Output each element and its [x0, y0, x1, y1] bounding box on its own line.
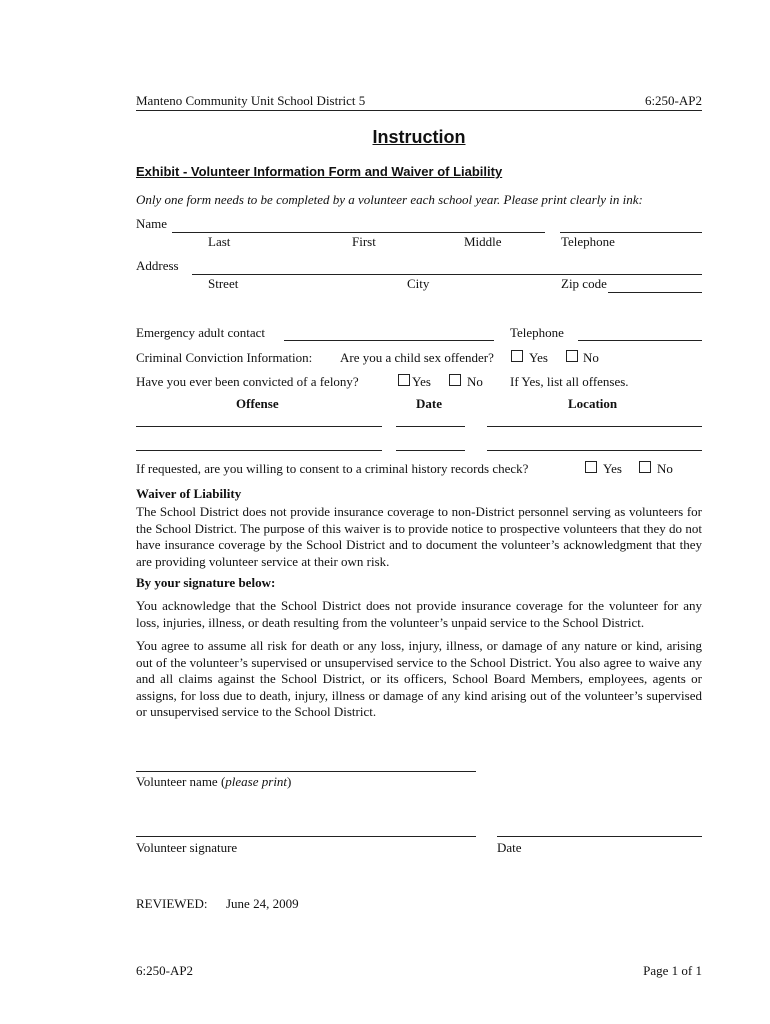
first-sublabel: First: [352, 234, 376, 249]
reviewed-label: REVIEWED:: [136, 896, 208, 911]
acknowledge-paragraph: You acknowledge that the School District does not provide insurance coverage for the volunteer for any loss, injuries, illness, or death resulting from the volunteer’s unpaid service to the School District.: [136, 598, 702, 630]
consent-no-checkbox[interactable]: [639, 461, 651, 473]
reviewed-date: June 24, 2009: [226, 896, 299, 911]
district-name: Manteno Community Unit School District 5: [136, 93, 366, 108]
date-column-header: Date: [416, 396, 442, 411]
city-sublabel: City: [407, 276, 430, 291]
volunteer-signature-label: Volunteer signature: [136, 840, 238, 855]
felony-no-checkbox[interactable]: [449, 374, 461, 386]
sex-offender-question: Are you a child sex offender?: [340, 350, 494, 365]
volunteer-name-label: [136, 774, 291, 790]
offenses-note: If Yes, list all offenses.: [510, 374, 629, 389]
middle-sublabel: Middle: [464, 234, 502, 249]
location-column-header: Location: [568, 396, 618, 411]
zip-field[interactable]: [608, 292, 702, 293]
telephone-field[interactable]: [560, 232, 702, 233]
emergency-contact-field[interactable]: [284, 340, 494, 341]
waiver-heading: Waiver of Liability: [136, 486, 242, 501]
location-field-2[interactable]: [487, 450, 702, 451]
felony-question: Have you ever been convicted of a felony?: [136, 374, 359, 389]
signature-date-label: Date: [497, 840, 522, 855]
name-field[interactable]: [172, 232, 545, 233]
offense-column-header: Offense: [236, 396, 279, 411]
date-field-2[interactable]: [396, 450, 465, 451]
volunteer-signature-field[interactable]: [136, 836, 476, 837]
sex-offender-yes-checkbox[interactable]: [511, 350, 523, 362]
date-field-1[interactable]: [396, 426, 465, 427]
location-field-1[interactable]: [487, 426, 702, 427]
volunteer-name-field[interactable]: [136, 771, 476, 772]
address-field[interactable]: [192, 274, 702, 275]
last-sublabel: Last: [208, 234, 231, 249]
name-label: Name: [136, 216, 168, 231]
form-subtitle: Exhibit - Volunteer Information Form and Waiver of Liability: [136, 164, 503, 179]
sex-offender-no-checkbox[interactable]: [566, 350, 578, 362]
intro-text: Only one form needs to be completed by a volunteer each school year. Please print clearly in ink:: [136, 192, 643, 207]
felony-yes-checkbox[interactable]: [398, 374, 410, 386]
consent-no-label: No: [657, 461, 673, 476]
consent-yes-checkbox[interactable]: [585, 461, 597, 473]
offense-field-1[interactable]: [136, 426, 382, 427]
zip-sublabel: Zip code: [561, 276, 607, 291]
signature-heading: By your signature below:: [136, 575, 276, 590]
please-print-text: please print: [225, 774, 288, 789]
policy-code: 6:250-AP2: [644, 93, 702, 108]
sex-offender-yes-label: Yes: [529, 350, 548, 365]
sex-offender-no-label: No: [583, 350, 599, 365]
signature-date-field[interactable]: [497, 836, 702, 837]
street-sublabel: Street: [208, 276, 239, 291]
emergency-telephone-field[interactable]: [578, 340, 702, 341]
consent-question: If requested, are you willing to consent to a criminal history records check?: [136, 461, 529, 476]
assume-risk-paragraph: You agree to assume all risk for death or any loss, injury, illness, or damage of any nature or kind, arising out of the volunteer’s supervised or unsupervised service to the School District. You also agree to waive any and all claims against the School District, or its officers, School Board Members, employees, agents or assigns, for loss due to death, injury, illness or damage of any kind arising out of the volunteer’s supervised or unsupervised service to the School District.: [136, 638, 702, 719]
felony-no-label: No: [467, 374, 483, 389]
footer-code: 6:250-AP2: [136, 963, 194, 978]
header-rule: [136, 110, 702, 111]
waiver-text: The School District does not provide insurance coverage to non-District personnel serving as volunteers for the School District. The purpose of this waiver is to provide notice to prospective volunteers that they do not have insurance coverage by the School District and to document the volunteer’s acknowledgment that they are providing volunteer service at their own risk.: [136, 504, 702, 569]
consent-yes-label: Yes: [603, 461, 622, 476]
volunteer-name-text: Volunteer name (: [136, 774, 226, 789]
emergency-contact-label: Emergency adult contact: [136, 325, 265, 340]
emergency-telephone-label: Telephone: [510, 325, 564, 340]
telephone-sublabel: Telephone: [561, 234, 615, 249]
page-number: Page 1 of 1: [643, 963, 702, 978]
offense-field-2[interactable]: [136, 450, 382, 451]
criminal-conviction-label: Criminal Conviction Information:: [136, 350, 313, 365]
page-title: Instruction: [372, 127, 466, 147]
felony-yes-label: Yes: [412, 374, 431, 389]
address-label: Address: [136, 258, 179, 273]
close-paren-text: ): [287, 774, 292, 789]
